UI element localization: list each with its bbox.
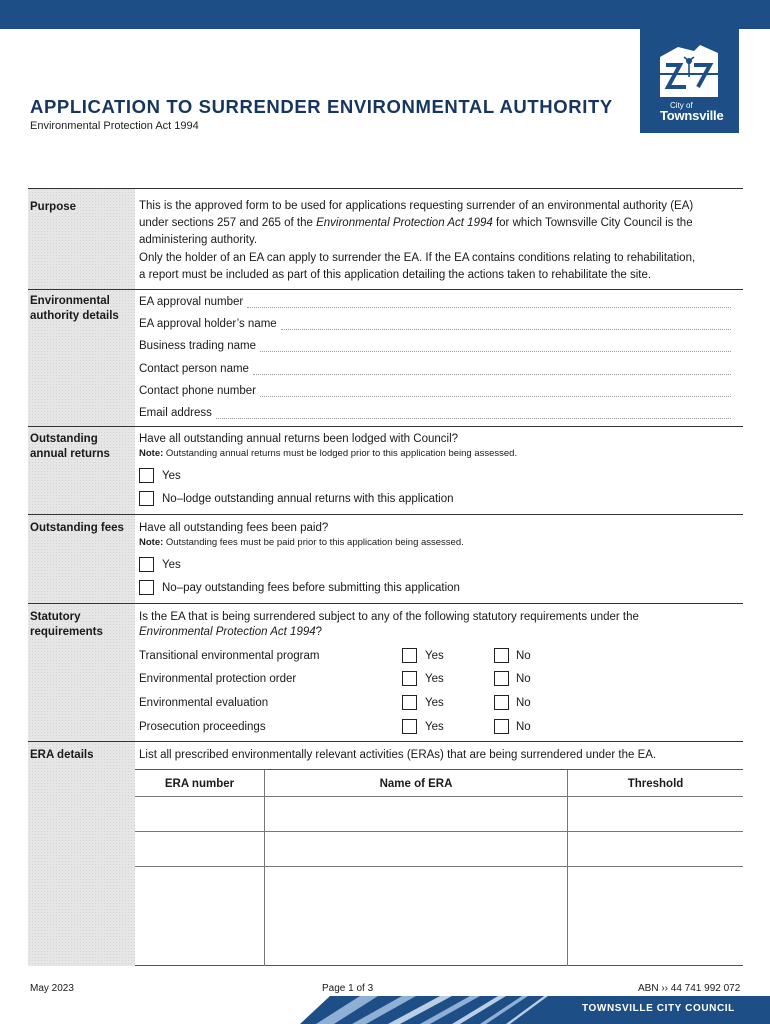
field-label: Email address — [139, 407, 212, 419]
section-divider — [28, 741, 743, 742]
city-emblem-icon — [658, 43, 720, 99]
section-divider — [28, 188, 743, 189]
purpose-line — [139, 215, 739, 232]
no-label: No — [516, 650, 531, 662]
field-line[interactable] — [260, 385, 731, 397]
footer-abn: ABN ›› 44 741 992 072 — [638, 983, 741, 994]
no-label: No — [516, 697, 531, 709]
era-table-column-rule — [567, 770, 568, 966]
fees-no-label: No–pay outstanding fees before submitting this application — [162, 582, 460, 594]
ea-approval-number-field[interactable] — [139, 292, 731, 308]
note-label: Note: — [139, 537, 164, 548]
era-table-row-rule — [135, 831, 743, 832]
purpose-text: under sections 257 and 265 of the — [139, 217, 317, 229]
annual-returns-label — [30, 432, 110, 462]
field-line[interactable] — [253, 363, 731, 375]
note-text: Outstanding fees must be paid prior to this application being assessed. — [163, 537, 464, 548]
evaluation-yes-checkbox[interactable] — [402, 695, 417, 710]
epo-no-checkbox[interactable] — [494, 671, 509, 686]
statutory-question-text: ? — [315, 626, 323, 638]
annual-returns-yes-checkbox[interactable] — [139, 468, 154, 483]
statutory-question-line — [139, 625, 739, 640]
purpose-line: a report must be included as part of this application detailing the actions taken to rehabilitate the site. — [139, 269, 652, 281]
page-subtitle: Environmental Protection Act 1994 — [30, 120, 199, 132]
field-line[interactable] — [216, 407, 731, 419]
era-details-label: ERA details — [30, 749, 94, 761]
era-threshold-header: Threshold — [627, 778, 684, 790]
field-label: Contact phone number — [139, 385, 256, 397]
purpose-paragraph-1 — [139, 198, 739, 249]
no-label: No — [516, 673, 531, 685]
field-label: Contact person name — [139, 363, 249, 375]
purpose-line: Only the holder of an EA can apply to surrender the EA. If the EA contains conditions relating to rehabilitation, — [139, 252, 696, 264]
annual-returns-label-line: annual returns — [30, 448, 110, 460]
business-trading-name-field[interactable] — [139, 336, 731, 352]
era-number-header: ERA number — [164, 778, 235, 790]
statutory-label — [30, 610, 103, 640]
era-table — [135, 769, 743, 966]
purpose-label: Purpose — [30, 201, 77, 213]
statutory-label-line: requirements — [30, 626, 103, 638]
townsville-logo — [640, 29, 739, 133]
footer-date: May 2023 — [30, 983, 74, 994]
act-name: Environmental Protection Act 1994 — [316, 217, 493, 229]
note-text: Outstanding annual returns must be lodged prior to this application being assessed. — [163, 448, 518, 459]
statutory-item-label: Environmental evaluation — [139, 697, 269, 709]
footer-council-name: TOWNSVILLE CITY COUNCIL — [582, 1003, 735, 1014]
statutory-item-label: Transitional environmental program — [139, 650, 320, 662]
logo-city-text: City of — [670, 101, 693, 110]
prosecution-no-checkbox[interactable] — [494, 719, 509, 734]
footer-page-number: Page 1 of 3 — [322, 983, 374, 994]
ea-details-label-line: authority details — [30, 310, 119, 322]
statutory-question-line: Is the EA that is being surrendered subject to any of the following statutory requirements under the — [139, 611, 639, 623]
field-line[interactable] — [281, 318, 731, 330]
field-label: EA approval holder’s name — [139, 318, 277, 330]
ea-details-label-line: Environmental — [30, 295, 110, 307]
section-divider — [28, 603, 743, 604]
fees-note — [139, 537, 464, 549]
evaluation-no-checkbox[interactable] — [494, 695, 509, 710]
yes-label: Yes — [425, 673, 444, 685]
logo-name-text: Townsville — [660, 108, 724, 123]
statutory-label-line: Statutory — [30, 611, 81, 623]
era-table-row-rule — [135, 796, 743, 797]
top-brand-bar — [0, 0, 770, 29]
fees-question: Have all outstanding fees been paid? — [139, 522, 329, 534]
contact-person-name-field[interactable] — [139, 359, 731, 375]
yes-label: Yes — [425, 697, 444, 709]
yes-label: Yes — [425, 650, 444, 662]
fees-no-checkbox[interactable] — [139, 580, 154, 595]
annual-returns-no-checkbox[interactable] — [139, 491, 154, 506]
email-address-field[interactable] — [139, 403, 731, 419]
fees-yes-checkbox[interactable] — [139, 557, 154, 572]
fees-label: Outstanding fees — [30, 522, 124, 534]
annual-returns-note — [139, 448, 517, 460]
page-title: APPLICATION TO SURRENDER ENVIRONMENTAL AUTHORITY — [30, 96, 613, 117]
ea-details-label — [30, 294, 119, 324]
field-label: Business trading name — [139, 340, 256, 352]
no-label: No — [516, 721, 531, 733]
purpose-text: for which Townsville City Council is the — [492, 217, 693, 229]
era-intro: List all prescribed environmentally relevant activities (ERAs) that are being surrendered under the EA. — [139, 749, 657, 761]
fees-yes-label: Yes — [162, 559, 181, 571]
contact-phone-number-field[interactable] — [139, 381, 731, 397]
statutory-item-label: Environmental protection order — [139, 673, 297, 685]
annual-returns-label-line: Outstanding — [30, 433, 98, 445]
act-name: Environmental Protection Act 1994 — [139, 626, 316, 638]
tep-yes-checkbox[interactable] — [402, 648, 417, 663]
era-table-column-rule — [264, 770, 265, 966]
prosecution-yes-checkbox[interactable] — [402, 719, 417, 734]
annual-returns-no-label: No–lodge outstanding annual returns with this application — [162, 493, 454, 505]
era-name-header: Name of ERA — [379, 778, 453, 790]
ea-holder-name-field[interactable] — [139, 314, 731, 330]
purpose-line: This is the approved form to be used for applications requesting surrender of an environmental authority (EA) — [139, 200, 694, 212]
yes-label: Yes — [425, 721, 444, 733]
annual-returns-yes-label: Yes — [162, 470, 181, 482]
section-divider — [28, 426, 743, 427]
statutory-question — [139, 610, 739, 640]
annual-returns-question: Have all outstanding annual returns been lodged with Council? — [139, 433, 459, 445]
purpose-line: administering authority. — [139, 234, 258, 246]
tep-no-checkbox[interactable] — [494, 648, 509, 663]
note-label: Note: — [139, 448, 164, 459]
epo-yes-checkbox[interactable] — [402, 671, 417, 686]
era-table-row-rule — [135, 866, 743, 867]
statutory-item-label: Prosecution proceedings — [139, 721, 266, 733]
field-line[interactable] — [247, 296, 731, 308]
section-divider — [28, 514, 743, 515]
purpose-paragraph-2 — [139, 250, 739, 284]
field-label: EA approval number — [139, 296, 244, 308]
section-divider — [28, 289, 743, 290]
field-line[interactable] — [260, 340, 731, 352]
